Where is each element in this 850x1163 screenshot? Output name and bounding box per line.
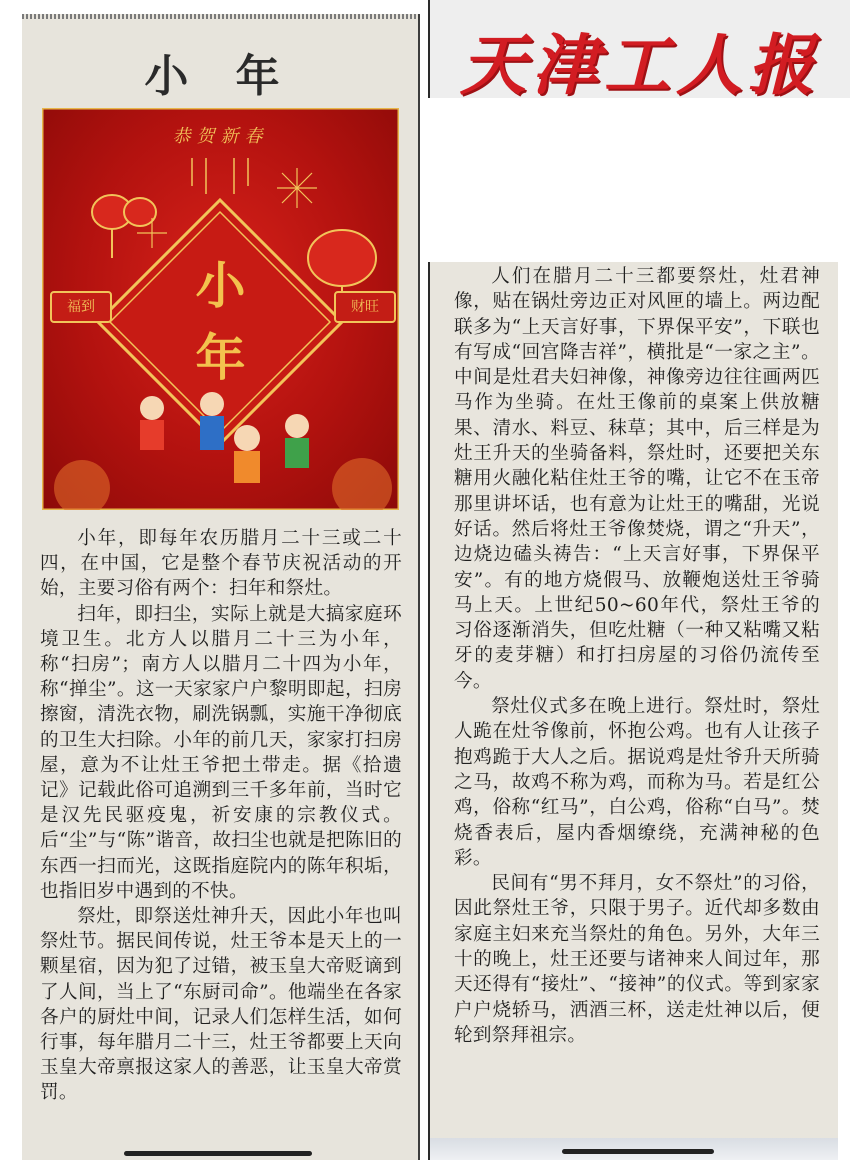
paragraph: 民间有“男不拜月，女不祭灶”的习俗，因此祭灶王爷，只限于男子。近代却多数由家庭主妇来充当祭灶的角色。另外，大年三十的晚上，灶王还要与诸神来人间过年，那天还得有“接灶”、“接神”的仪式。等到家家户户烧轿马，洒酒三杯，送走灶神以后，便轮到祭拜祖宗。 [454, 873, 820, 1046]
paragraph: 扫年，即扫尘，实际上就是大搞家庭环境卫生。北方人以腊月二十三为小年，称“扫房”；南方人以腊月二十四为小年，称“掸尘”。这一天家家户户黎明即起，扫房擦窗，清洗衣物，刷洗锅瓢，实施干净彻底的卫生大扫除。小年的前几天，家家打扫房屋，意为不让灶王爷把土带走。据《拾遗记》记载此俗可追溯到三千多年前，当时它是汉先民驱疫鬼，祈安康的宗教仪式。后“尘”与“陈”谐音，故扫尘也就是把陈旧的东西一扫而光，这既指庭院内的陈年积垢，也指旧岁中遇到的不快。 [40, 603, 402, 902]
illustration-char-top: 小 [195, 257, 246, 315]
scroll-indicator [124, 1151, 312, 1156]
right-column-body [454, 264, 820, 1048]
right-article-clipping [428, 262, 838, 1160]
seal-left: 福到 [50, 291, 112, 323]
paragraph: 祭灶仪式多在晚上进行。祭灶时，祭灶人跪在灶爷像前，怀抱公鸡。也有人让孩子抱鸡跪于大人之后。据说鸡是灶爷升天所骑之马，故鸡不称为鸡，而称为马。若是红公鸡，俗称“红马”，白公鸡，俗称“白马”。焚烧香表后，屋内香烟缭绕，充满神秘的色彩。 [454, 696, 820, 869]
article-title: 小 年 [144, 51, 296, 102]
greeting-text: 恭贺新春 [172, 126, 269, 147]
left-column-body [40, 526, 402, 1106]
paragraph: 小年，即每年农历腊月二十三或二十四，在中国，它是整个春节庆祝活动的开始，主要习俗有两个：扫年和祭灶。 [40, 528, 402, 600]
left-article-clipping [22, 14, 420, 1160]
illustration-char-bottom: 年 [195, 329, 246, 387]
masthead-title: 天津工人报 [460, 26, 820, 104]
paragraph: 人们在腊月二十三都要祭灶，灶君神像，贴在锅灶旁边正对风匣的墙上。两边配联多为“上天言好事，下界保平安”，下联也有写成“回宫降吉祥”，横批是“一家之主”。中间是灶君夫妇神像，神像旁边往往画两匹马作为坐骑。在灶王像前的桌案上供放糖果、清水、料豆、秣草；其中，后三样是为灶王升天的坐骑备料，祭灶时，还要把关东糖用火融化粘住灶王爷的嘴，让它不在玉帝那里讲坏话，也有意为让灶王的嘴甜，光说好话。然后将灶王爷像焚烧，谓之“升天”，边烧边磕头祷告：“上天言好事，下界保平安”。有的地方烧假马、放鞭炮送灶王爷骑马上天。上世纪50~60年代，祭灶王爷的习俗逐渐消失，但吃灶糖（一种又粘嘴又粘牙的麦芽糖）和打扫房屋的习俗仍流传至今。 [454, 266, 820, 692]
paragraph: 祭灶，即祭送灶神升天，因此小年也叫祭灶节。据民间传说，灶王爷本是天上的一颗星宿，因为犯了过错，被玉皇大帝贬谪到了人间，当上了“东厨司命”。他端坐在各家各户的厨灶中间，记录人们怎样生活，如何行事，每年腊月二十三，灶王爷都要上天向玉皇大帝禀报这家人的善恶，让玉皇大帝赏罚。 [40, 906, 402, 1104]
scroll-indicator [562, 1149, 714, 1154]
newspaper-masthead [428, 0, 850, 104]
seal-right: 财旺 [334, 291, 396, 323]
new-year-illustration [42, 108, 399, 510]
top-border-rule [22, 14, 418, 19]
